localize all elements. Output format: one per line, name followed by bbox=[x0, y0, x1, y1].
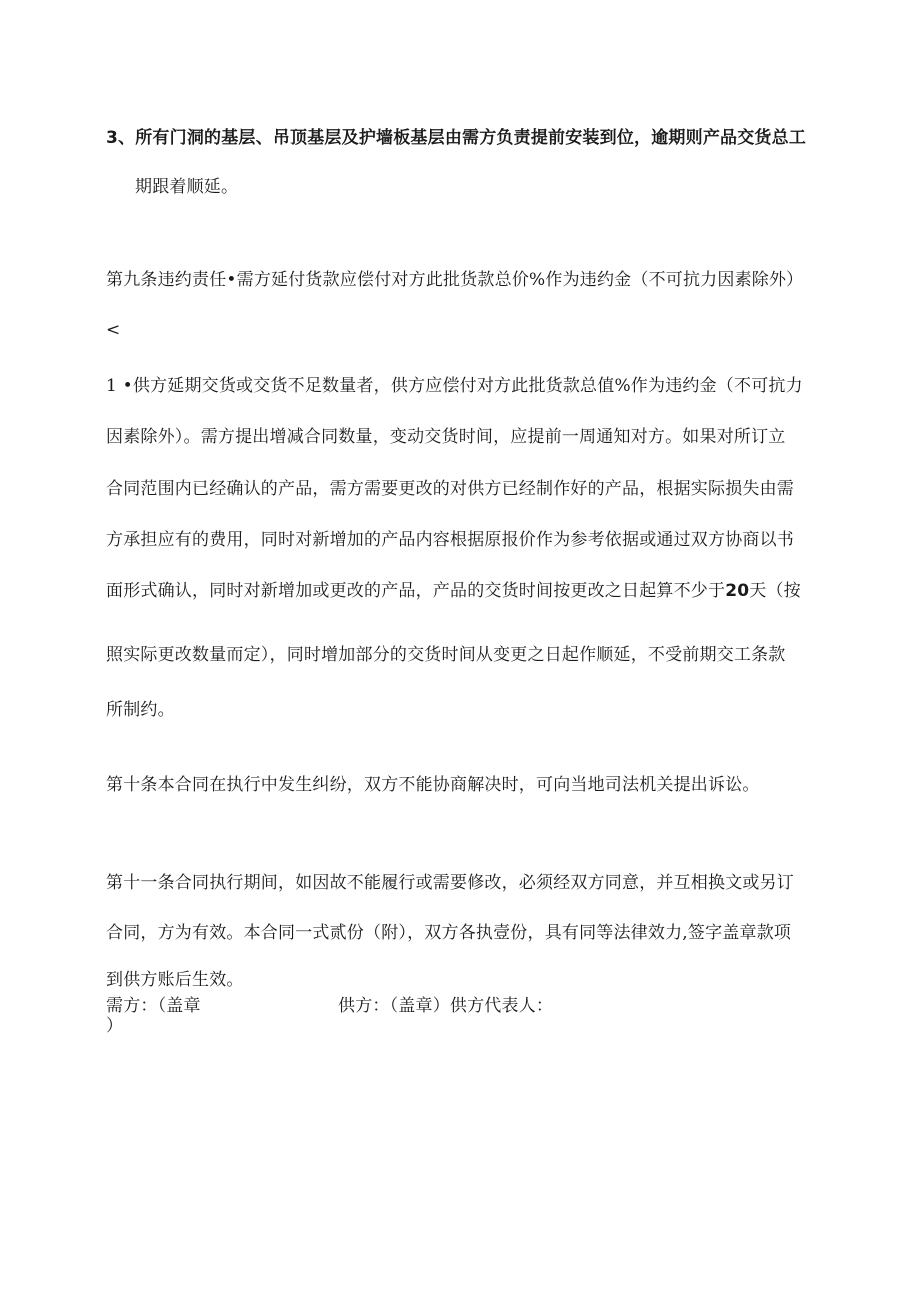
article-9-line-1: 第九条违约责任•需方延付货款应偿付对方此批货款总价%作为违约金（不可抗力因素除外） bbox=[106, 270, 804, 290]
article-10-line-1: 第十条本合同在执行中发生纠纷，双方不能协商解决时，可向当地司法机关提出诉讼。 bbox=[106, 775, 760, 795]
item-1-line-5-post: 天（按 bbox=[749, 581, 801, 601]
item-1-line-3: 合同范围内已经确认的产品，需方需要更改的对供方已经制作好的产品，根据实际损失由需 bbox=[106, 479, 794, 499]
item-1-line-1: 1 •供方延期交货或交货不足数量者，供方应偿付对方此批货款总值%作为违约金（不可抗力 bbox=[106, 376, 803, 396]
buyer-signature-label: 需方：（盖章 bbox=[106, 996, 201, 1016]
item-1-line-7: 所制约。 bbox=[106, 700, 175, 720]
article-11-line-2: 合同，方为有效。本合同一式贰份（附），双方各执壹份，具有同等法律效力,签字盖章款项 bbox=[106, 923, 792, 943]
item-3-line-2: 期跟着顺延。 bbox=[135, 177, 239, 197]
item-1-line-6: 照实际更改数量而定），同时增加部分的交货时间从变更之日起作顺延，不受前期交工条款 bbox=[106, 645, 786, 665]
article-11-line-1: 第十一条合同执行期间，如因故不能履行或需要修改，必须经双方同意，并互相换文或另订 bbox=[106, 873, 794, 893]
item-1-line-5-number: 20 bbox=[725, 581, 750, 601]
item-1-line-4: 方承担应有的费用，同时对新增加的产品内容根据原报价作为参考依据或通过双方协商以书 bbox=[106, 530, 794, 550]
buyer-signature-close: ） bbox=[106, 1016, 124, 1036]
article-11-line-3: 到供方账后生效。 bbox=[106, 970, 244, 990]
article-9-line-2: < bbox=[106, 320, 121, 340]
item-1-line-5-pre: 面形式确认，同时对新增加或更改的产品，产品的交货时间按更改之日起算不少于 bbox=[106, 581, 726, 601]
item-3-line-1: 3、所有门洞的基层、吊顶基层及护墙板基层由需方负责提前安装到位，逾期则产品交货总工 bbox=[106, 128, 807, 148]
item-1-line-5 bbox=[106, 581, 801, 601]
item-1-line-2: 因素除外）。需方提出增减合同数量，变动交货时间，应提前一周通知对方。如果对所订立 bbox=[106, 427, 786, 447]
seller-signature-label: 供方：（盖章）供方代表人： bbox=[338, 996, 554, 1016]
